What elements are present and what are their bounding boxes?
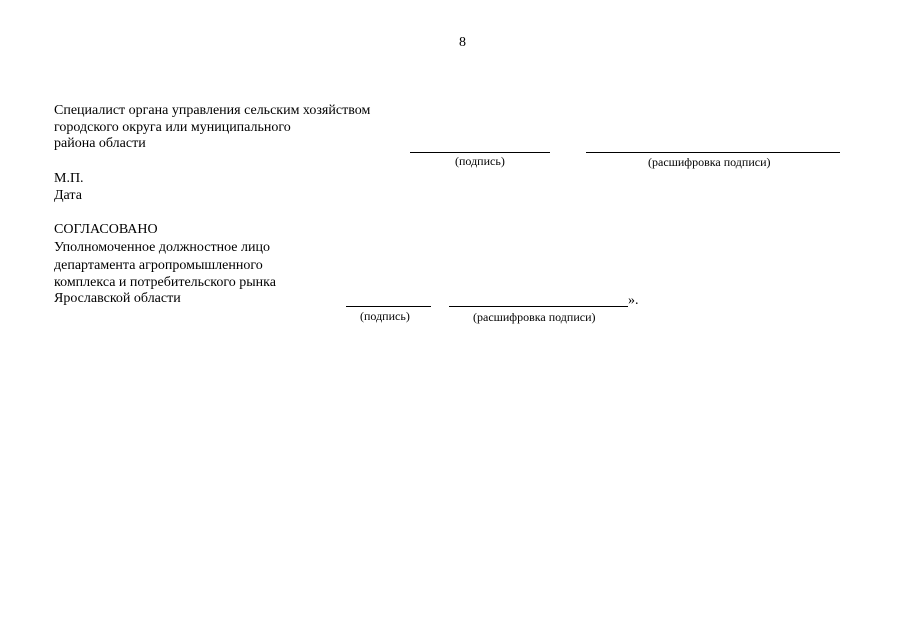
agreed-heading: СОГЛАСОВАНО	[54, 222, 158, 237]
specialist-title-line-2: городского округа или муниципального	[54, 120, 291, 135]
agreed-signature-line	[346, 306, 431, 307]
agreed-decode-line	[449, 306, 628, 307]
specialist-decode-caption: (расшифровка подписи)	[648, 155, 771, 169]
specialist-signature-line	[410, 152, 550, 153]
agreed-line-4: Ярославской области	[54, 291, 181, 306]
specialist-decode-line	[586, 152, 840, 153]
specialist-title-line-3: района области	[54, 136, 146, 151]
specialist-signature-caption: (подпись)	[455, 154, 505, 168]
agreed-line-2: департамента агропромышленного	[54, 258, 263, 273]
page-number: 8	[459, 35, 466, 50]
date-label: Дата	[54, 188, 82, 203]
agreed-line-1: Уполномоченное должностное лицо	[54, 240, 270, 255]
agreed-line-3: комплекса и потребительского рынка	[54, 275, 276, 290]
specialist-title-line-1: Специалист органа управления сельским хозяйством	[54, 103, 371, 118]
agreed-closing-quote: ».	[628, 293, 639, 308]
stamp-label: М.П.	[54, 171, 84, 186]
agreed-signature-caption: (подпись)	[360, 309, 410, 323]
agreed-decode-caption: (расшифровка подписи)	[473, 310, 596, 324]
